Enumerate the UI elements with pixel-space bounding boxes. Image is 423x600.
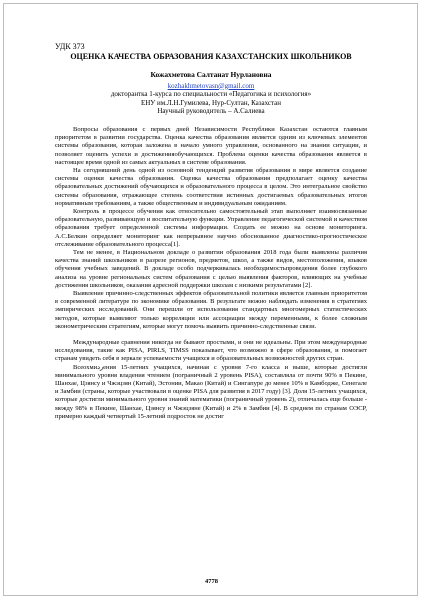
paper-title: ОЦЕНКА КАЧЕСТВА ОБРАЗОВАНИЯ КАЗАХСТАНСКИХ ШКОЛЬНИКОВ: [70, 52, 352, 61]
paper-page: [55, 42, 367, 421]
page-number: 4778: [205, 578, 218, 585]
paragraph-5: Выявление причинно-следственных эффектов образовательной политики является главным приоритетом в современной литературе по экономике образования. В результате можно наблюдать изменения в стратегиях эмпирических исследований. Они перешли от использования стандартных многомерных статистических методов, которые выявляют только корреляции или ассоциации между переменными, к более сложным эконометрическим стратегиям, которые могут помочь выявить причинно-следственные связи.: [55, 290, 367, 330]
paragraph-7: Всеохмиردения 15-летних учащихся, начиная с уровня 7-го класса и выше, которые достигли минимального уровня владения чтением (пограничный 2 уровень PISA), составляла от почти 90% в Пекине, Шанхае, Цзянсу и Чжэцзян (Китай), Эстонии, Макао (Китай) и Сингапуре до менее 10% в Камбодже, Сенегале и Замбии (страны, которые участвовали в оценке PISA для развития в 2017 году) [3]. Доля 15-летних учащихся, которые достигли минимального уровня знаний математики (пограничный уровень 2), отличалась еще больше - между 98% в Пекине, Шанхае, Цзянсу и Чжэцзяне (Китай) и 2% в Замбии [4]. В среднем по странам ОЭСР, примерно каждый четвертый 15-летний подросток не достиг: [55, 363, 367, 420]
paragraph-gap: [55, 331, 367, 339]
author-position: докторантка 1-курса по специальности «Педагогика и психология»: [110, 90, 312, 99]
paragraph-1: Вопросы образования с первых дней Независимости Республики Казахстан остаются главным приоритетом в развитии государства. Оценка качества образования является одним из ключевых элементов системы образования, которая заложена в начало умного управления, основанного на знании ситуации, и позволяет оценить успехи и достиженияобучающихся. Проблема оценки качества образования является в настоящее время одной из самых актуальных в системе образования.: [55, 125, 367, 166]
author-name: Кожахметова Салтанат Нурлановна: [150, 70, 272, 79]
author-affiliation: ЕНУ им.Л.Н.Гумилева, Нур-Султан, Казахстан: [140, 98, 282, 107]
udk-code: УДК 373: [55, 42, 85, 51]
paragraph-6: Международные сравнения никогда не бывают простыми, и они не идеальны. При этом международные исследования, такие как PISA, PIRLS, TIMSS показывает, что возможно в сфере образования, и помогает странам увидеть себя в зеркале успеваемости учащихся и образовательных возможностей других стран.: [55, 339, 367, 363]
author-email-link[interactable]: kozhakhmetovasn@gmail.com: [167, 81, 255, 90]
author-block: [55, 71, 367, 116]
paragraph-4: Тем не менее, в Национальном докладе о развитии образования 2018 года были выявлены различия качества знаний школьников в разрезе регионов, предметов, школ, а также видов, местоположения, языков обучения учебных заведений. В докладе особо подчеркивалась необходимостьпроведения более глубокого анализа на уровне региональных систем образования с целью выявления факторов, влияющих на учебные достижения школьников, оказания адресной поддержки школам с низкими результатами [2].: [55, 249, 367, 289]
supervisor: Научный руководитель – А.Салиева: [157, 107, 265, 116]
paragraph-2: На сегодняшний день одной из основной тенденций развития образования в мире является создание системы оценки качества образования. Оценка качества образования предполагает оценку качества образовательных достижений обучающихся и образовательного процесса в целом. Это интегральное свойство системы образования, отражающее степень соответствия истинных достигаемых образовательных итогов нормативным требованиям, а также общественным и индивидуальным ожиданиям.: [55, 166, 367, 207]
paragraph-3: Контроль в процессе обучения как относительно самостоятельный этап выполняет взаимосвязанные образовательную, развивающую и воспитательную функции. Управление педагогической системой и качеством образования требует определенной системы информации. Создать ее можно на основе мониторинга. А.С.Белкин определяет мониторинг как непрерывное научно обоснованное диагностико-прогностическое отслеживание образовательного процесса[1].: [55, 208, 367, 248]
